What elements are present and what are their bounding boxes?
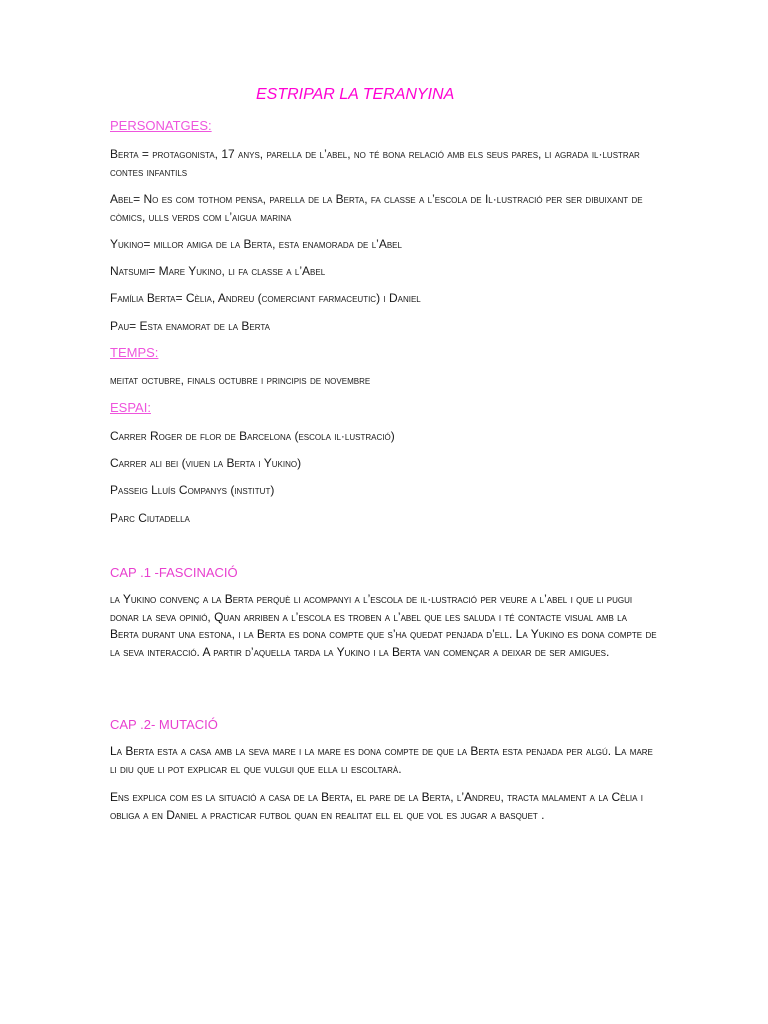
character-line-natsumi: Natsumi= Mare Yukino, li fa classe a l’Abel (110, 264, 326, 278)
character-line-pau: Pau= Esta enamorat de la Berta (110, 319, 271, 333)
document-title: ESTRIPAR LA TERANYINA (256, 86, 455, 103)
chapter-heading-1: CAP .1 -FASCINACIÓ (110, 565, 238, 580)
chapter-1-paragraph: la Yukino convenç a la Berta perquè li acompanyi a l’escola de il·lustració per veure a l’abel i que li pugui donar la seva opinió, Quan arriben a l’escola es troben a l’abel que les saluda i té contacte visual amb la Berta durant una estona, i la Berta es dona compte que s’ha quedat penjada d’ell. La Yukino es dona compte de la seva interacció. A partir d’aquella tarda la Yukino i la Berta van començar a deixar de ser amigues. (110, 592, 657, 659)
time-line: meitat octubre, finals octubre i principis de novembre (110, 373, 371, 387)
section-heading-personatges: PERSONATGES: (110, 118, 212, 133)
section-heading-temps: TEMPS: (110, 345, 159, 360)
place-line-ciutadella: Parc Ciutadella (110, 511, 190, 525)
chapter-heading-2: CAP .2- MUTACIÓ (110, 717, 218, 732)
section-heading-espai: ESPAI: (110, 400, 151, 415)
character-line-berta: Berta = protagonista, 17 anys, parella de l’abel, no té bona relació amb els seus pares, li agrada il·lustrar contes infantils (110, 147, 640, 179)
place-line-lluis-companys: Passeig Lluís Companys (institut) (110, 483, 275, 497)
place-line-ali-bei: Carrer ali bei (viuen la Berta i Yukino) (110, 456, 302, 470)
chapter-2-paragraph-1: La Berta esta a casa amb la seva mare i la mare es dona compte de que la Berta esta penjada per algú. La mare li diu que li pot explicar el que vulgui que ella li escoltarà. (110, 744, 653, 776)
character-line-abel: Abel= No es com tothom pensa, parella de la Berta, fa classe a l’escola de Il·lustració per ser dibuixant de còmics, ulls verds com l’aigua marina (110, 192, 643, 224)
character-line-familia: Família Berta= Cèlia, Andreu (comerciant farmaceutic) i Daniel (110, 291, 421, 305)
place-line-roger-de-flor: Carrer Roger de flor de Barcelona (escola il·lustració) (110, 429, 395, 443)
character-line-yukino: Yukino= millor amiga de la Berta, esta enamorada de l’Abel (110, 237, 402, 251)
chapter-2-paragraph-2: Ens explica com es la situació a casa de la Berta, el pare de la Berta, l’Andreu, tracta malament a la Cèlia i obliga a en Daniel a practicar futbol quan en realitat ell el que vol es jugar a basquet . (110, 790, 644, 822)
